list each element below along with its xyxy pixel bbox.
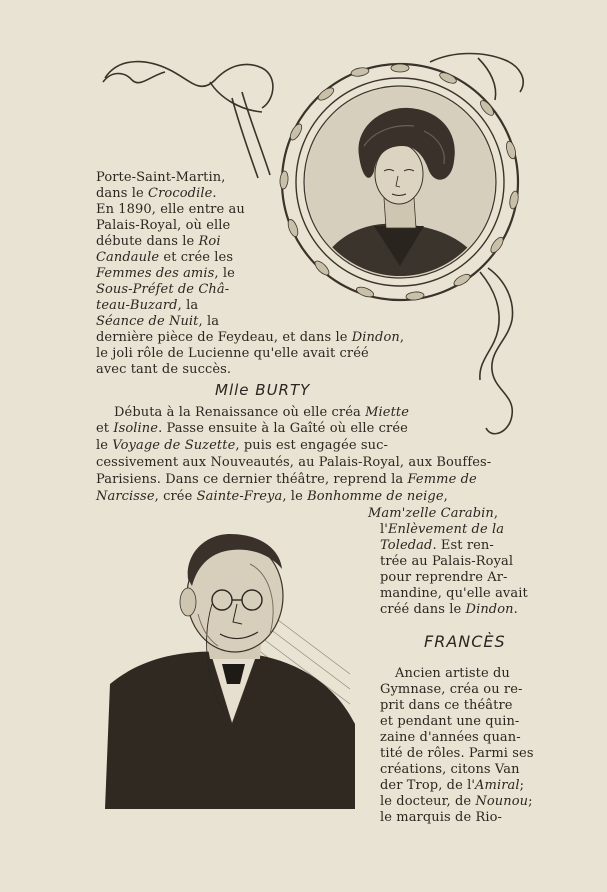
text-line: Candaule et crée les xyxy=(96,250,234,265)
text-line: et Isoline. Passe ensuite à la Gaîté où elle crée xyxy=(96,421,408,436)
text-line: avec tant de succès. xyxy=(96,362,232,377)
text-line: l'Enlèvement de la xyxy=(380,522,505,537)
text-line: Séance de Nuit, la xyxy=(96,314,220,329)
text-line: Narcisse, crée Sainte-Freya, le Bonhomme de neige, xyxy=(96,489,448,504)
text-line: le docteur, de Nounou; xyxy=(380,794,533,809)
text-line: Ancien artiste du xyxy=(395,666,510,681)
text-line: et pendant une quin- xyxy=(380,714,520,729)
text-line: Gymnase, créa ou re- xyxy=(380,682,523,697)
text-line: Parisiens. Dans ce dernier théâtre, reprend la Femme de xyxy=(96,472,477,487)
woman-portrait-icon xyxy=(304,86,496,278)
text-line: créations, citons Van xyxy=(380,762,520,777)
text-line: tité de rôles. Parmi ses xyxy=(380,746,534,761)
text-line: mandine, qu'elle avait xyxy=(380,586,528,601)
text-line: En 1890, elle entre au xyxy=(96,202,245,217)
text-line: pour reprendre Ar- xyxy=(380,570,508,585)
text-line: Toledad. Est ren- xyxy=(380,538,494,553)
text-line: le joli rôle de Lucienne qu'elle avait créé xyxy=(96,346,369,361)
text-line: der Trop, de l'Amiral; xyxy=(380,778,525,793)
text-line: Porte-Saint-Martin, xyxy=(96,170,226,185)
text-line: Débuta à la Renaissance où elle créa Miette xyxy=(114,405,410,420)
text-line: prit dans ce théâtre xyxy=(380,698,513,713)
section-heading-burty: Mlle BURTY xyxy=(215,381,311,399)
text-line: Mam'zelle Carabin, xyxy=(368,506,499,521)
text-line: Femmes des amis, le xyxy=(96,266,235,281)
text-line: le Voyage de Suzette, puis est engagée suc- xyxy=(96,438,389,453)
text-line: dans le Crocodile. xyxy=(96,186,217,201)
text-line: zaine d'années quan- xyxy=(380,730,521,745)
text-line: Sous-Préfet de Châ- xyxy=(96,282,230,297)
text-line: débute dans le Roi xyxy=(96,234,221,249)
text-line: dernière pièce de Feydeau, et dans le Dindon, xyxy=(96,330,405,345)
text-line: cessivement aux Nouveautés, au Palais-Royal, aux Bouffes- xyxy=(96,455,492,470)
text-line: Palais-Royal, où elle xyxy=(96,218,231,233)
man-pince-nez-portrait-icon xyxy=(100,524,365,809)
section-heading-frances: FRANCÈS xyxy=(424,632,506,651)
text-line: créé dans le Dindon. xyxy=(380,602,518,617)
text-line: trée au Palais-Royal xyxy=(380,554,514,569)
text-line: le marquis de Rio- xyxy=(380,810,503,825)
text-line: teau-Buzard, la xyxy=(96,298,199,313)
